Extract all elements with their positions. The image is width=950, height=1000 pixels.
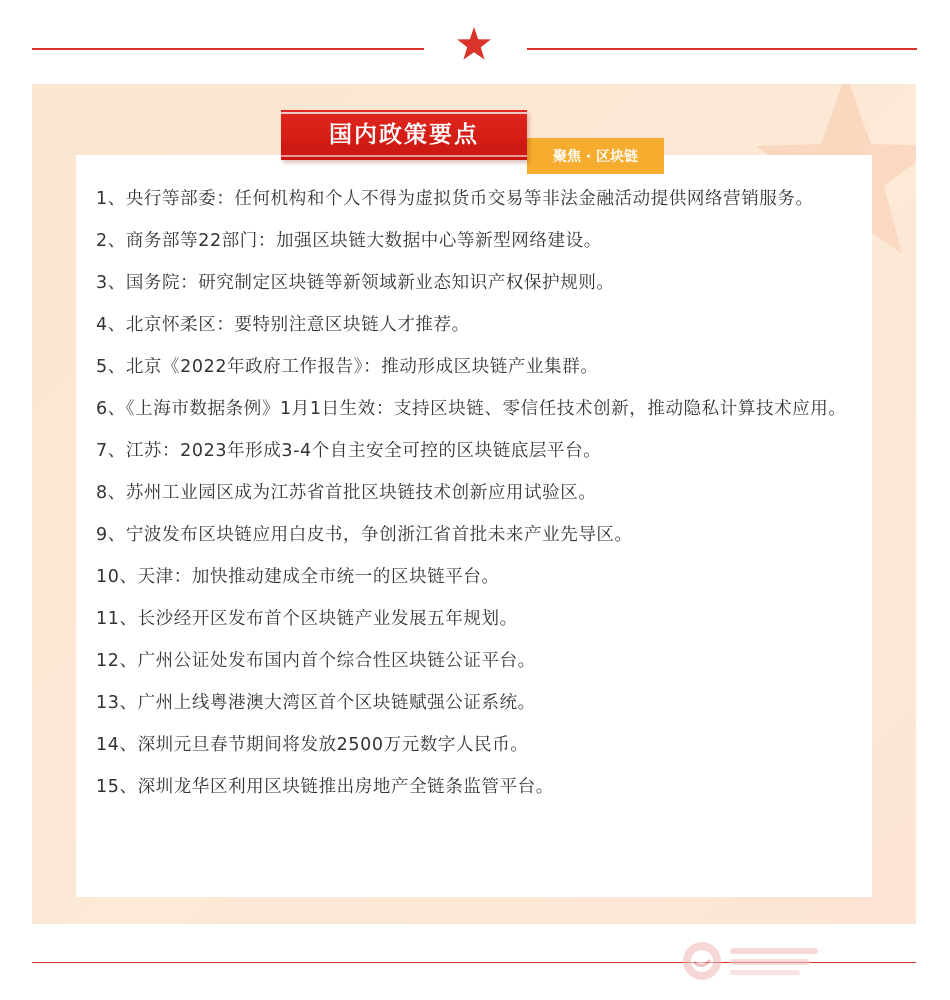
list-item: 10、天津：加快推动建成全市统一的区块链平台。 xyxy=(96,567,500,587)
policy-list xyxy=(96,184,858,814)
topic-tag-label: 聚焦 · 区块链 xyxy=(552,149,639,165)
top-divider-left xyxy=(32,48,424,50)
list-item: 14、深圳元旦春节期间将发放2500万元数字人民币。 xyxy=(96,735,529,755)
list-item: 4、北京怀柔区：要特别注意区块链人才推荐。 xyxy=(96,315,470,335)
top-divider-right xyxy=(527,48,917,50)
list-item: 2、商务部等22部门：加强区块链大数据中心等新型网络建设。 xyxy=(96,231,602,251)
list-item: 3、国务院：研究制定区块链等新领域新业态知识产权保护规则。 xyxy=(96,273,615,293)
section-title-banner xyxy=(281,110,527,160)
list-item: 9、宁波发布区块链应用白皮书，争创浙江省首批未来产业先导区。 xyxy=(96,525,633,545)
watermark-logo-icon xyxy=(680,938,830,984)
topic-tag xyxy=(527,138,664,174)
list-item: 7、江苏：2023年形成3-4个自主安全可控的区块链底层平台。 xyxy=(96,441,602,461)
list-item: 1、央行等部委：任何机构和个人不得为虚拟货币交易等非法金融活动提供网络营销服务。 xyxy=(96,189,814,209)
list-item: 13、广州上线粤港澳大湾区首个区块链赋强公证系统。 xyxy=(96,693,536,713)
list-item: 5、北京《2022年政府工作报告》：推动形成区块链产业集群。 xyxy=(96,357,599,377)
star-icon xyxy=(456,26,492,62)
section-title: 国内政策要点 xyxy=(329,122,479,148)
list-item: 15、深圳龙华区利用区块链推出房地产全链条监管平台。 xyxy=(96,777,554,797)
list-item: 12、广州公证处发布国内首个综合性区块链公证平台。 xyxy=(96,651,536,671)
list-item: 8、苏州工业园区成为江苏省首批区块链技术创新应用试验区。 xyxy=(96,483,597,503)
list-item: 11、长沙经开区发布首个区块链产业发展五年规划。 xyxy=(96,609,518,629)
list-item: 6、《上海市数据条例》1月1日生效：支持区块链、零信任技术创新，推动隐私计算技术应用。 xyxy=(96,399,847,419)
